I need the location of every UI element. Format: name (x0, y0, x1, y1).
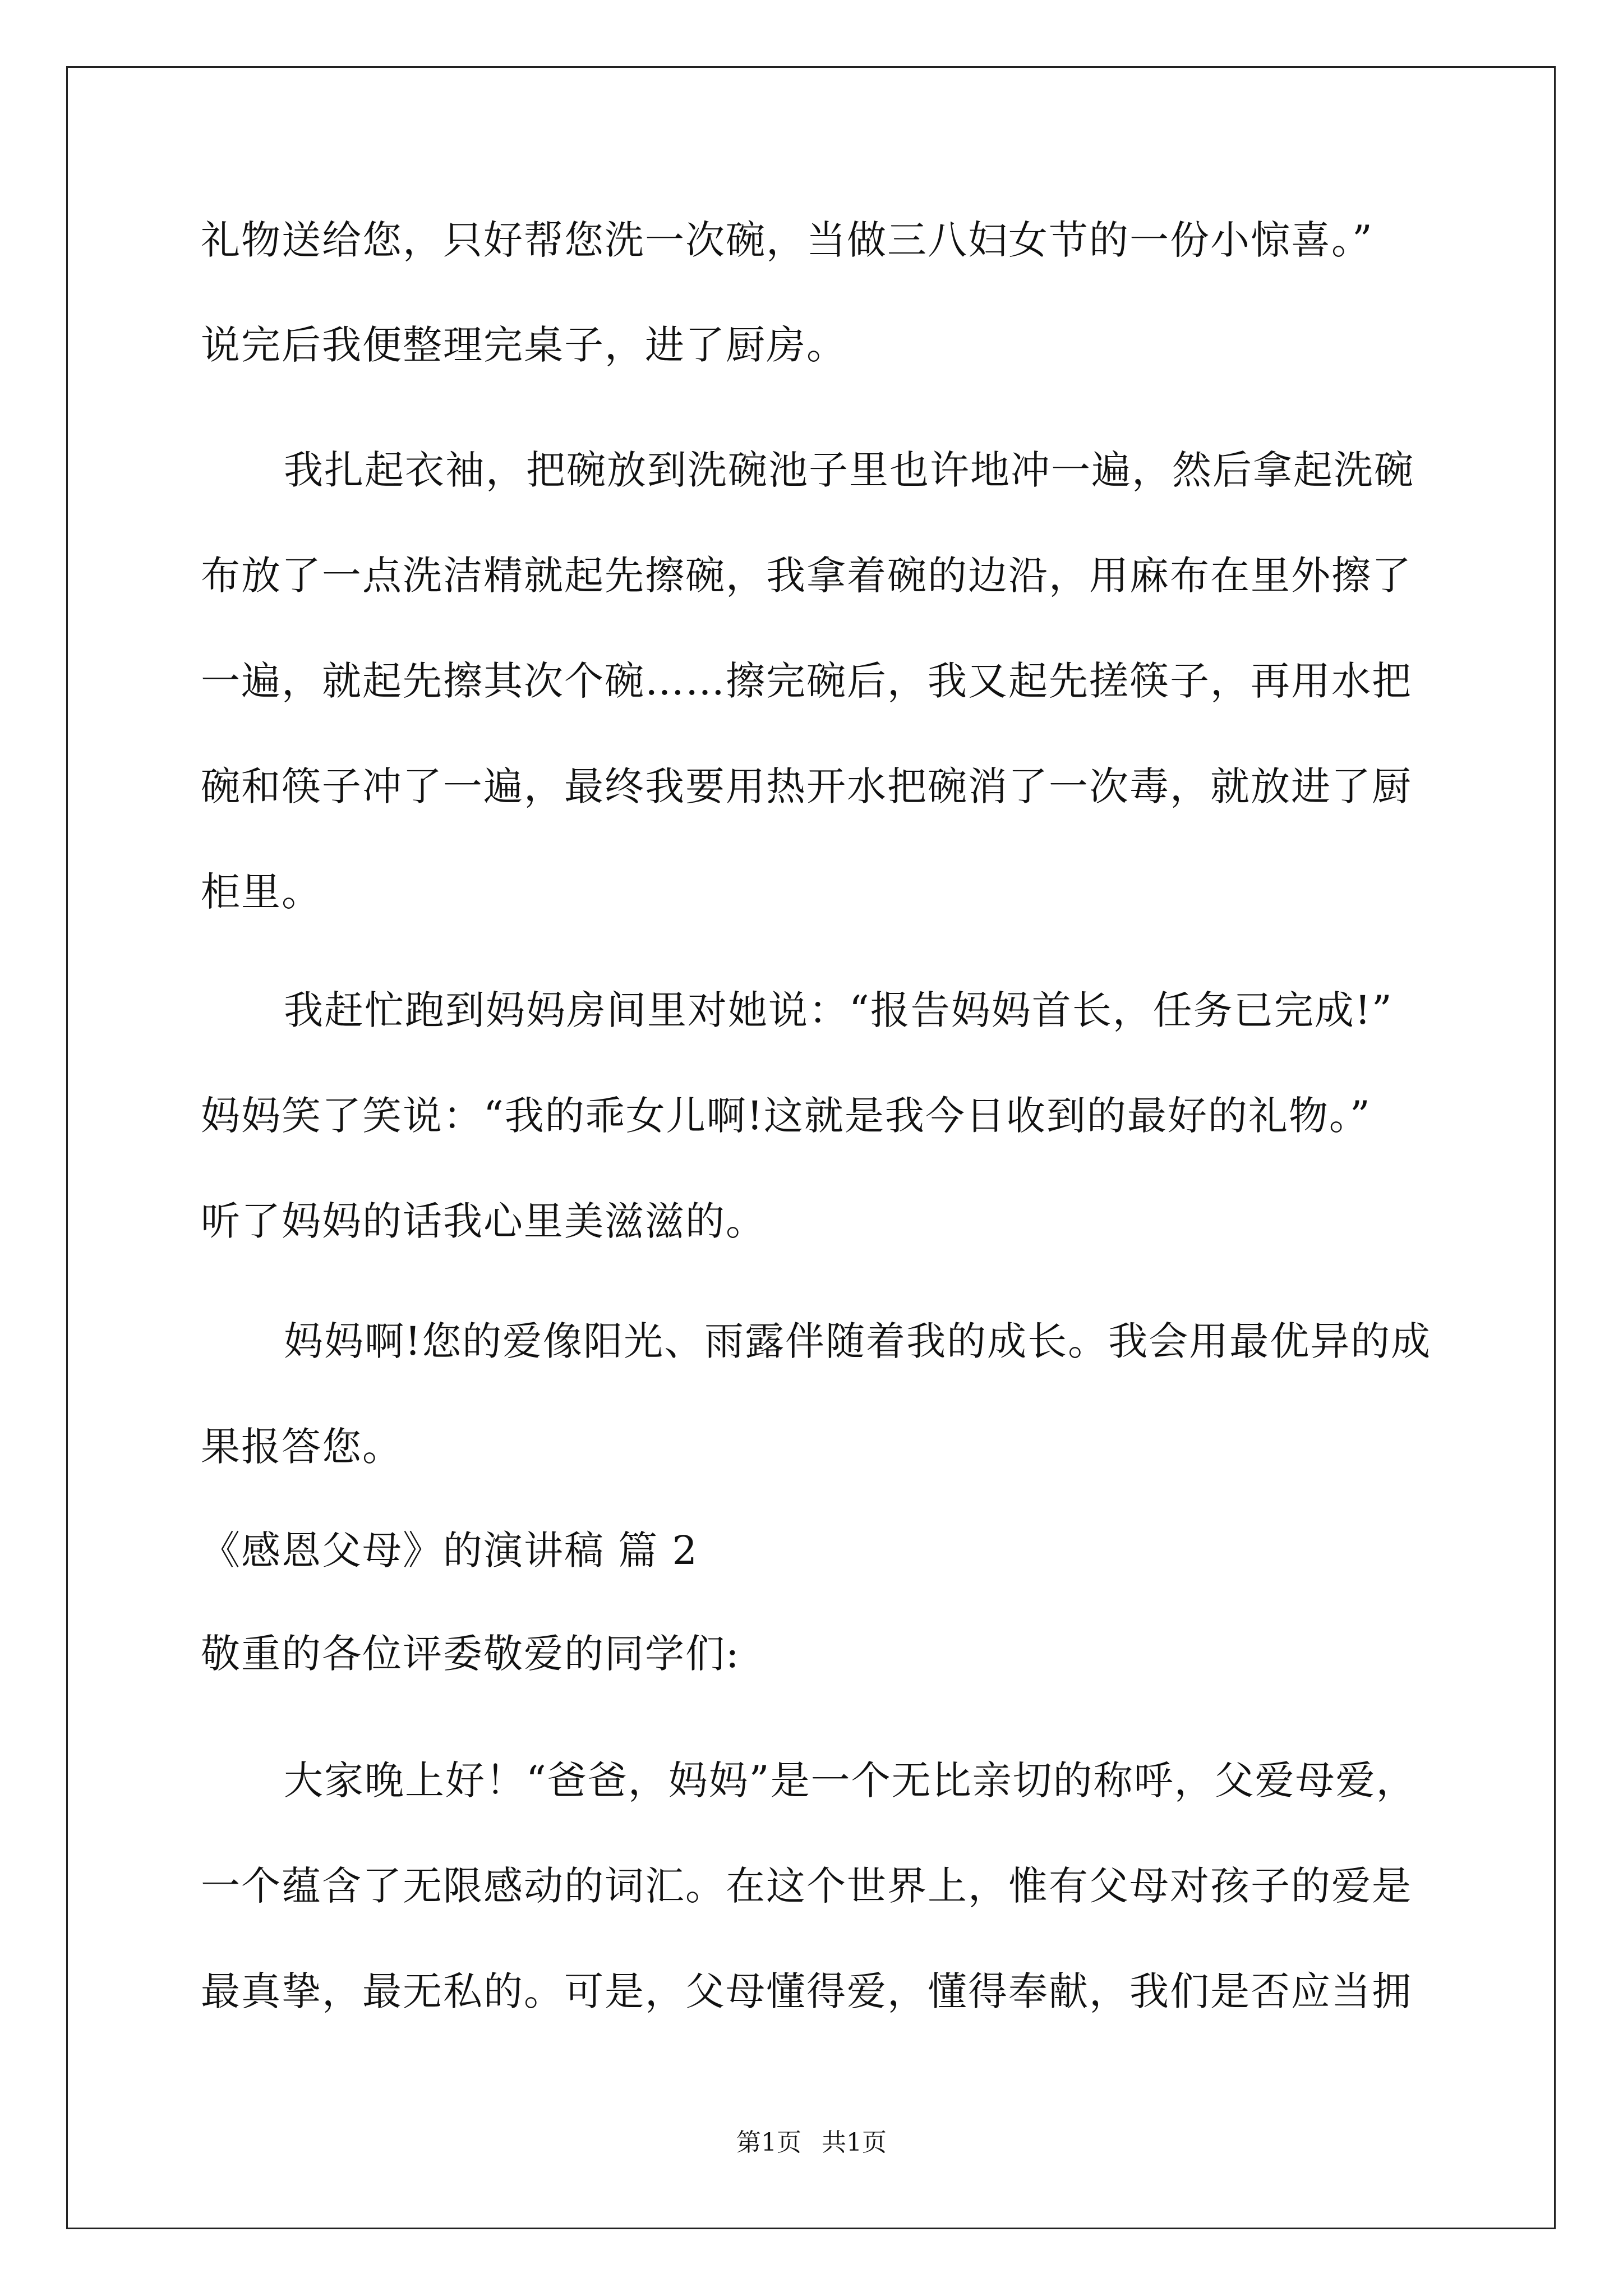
text-line: 听了妈妈的话我心里美滋滋的。 (201, 1198, 766, 1244)
text-line: 最真挚，最无私的。可是，父母懂得爱，懂得奉献，我们是否应当拥 (201, 1968, 1412, 2014)
salutation: 敬重的各位评委敬爱的同学们: (201, 1631, 740, 1677)
text-line: 果报答您。 (201, 1424, 403, 1470)
page-footer (0, 2126, 1623, 2160)
text-line: 礼物送给您，只好帮您洗一次碗，当做三八妇女节的一份小惊喜。” (201, 217, 1373, 263)
paragraph-start: 我赶忙跑到妈妈房间里对她说：“报告妈妈首长，任务已完成!” (284, 987, 1393, 1033)
page-total: 共1页 (822, 2128, 887, 2157)
text-line: 说完后我便整理完桌子，进了厨房。 (201, 322, 847, 368)
text-line: 碗和筷子冲了一遍，最终我要用热开水把碗消了一次毒，就放进了厨 (201, 763, 1412, 809)
paragraph-start: 我扎起衣袖，把碗放到洗碗池子里也许地冲一遍，然后拿起洗碗 (284, 447, 1414, 493)
text-line: 柜里。 (201, 869, 322, 915)
text-line: 布放了一点洗洁精就起先擦碗，我拿着碗的边沿，用麻布在里外擦了 (201, 553, 1412, 599)
section-heading: 《感恩父母》的演讲稿 篇 2 (201, 1527, 699, 1573)
text-line: 妈妈笑了笑说：“我的乖女儿啊!这就是我今日收到的最好的礼物。” (201, 1093, 1371, 1139)
paragraph-start: 妈妈啊!您的爱像阳光、雨露伴随着我的成长。我会用最优异的成 (284, 1318, 1432, 1364)
text-line: 一遍，就起先擦其次个碗……擦完碗后，我又起先搓筷子，再用水把 (201, 658, 1412, 704)
paragraph-start: 大家晚上好！“爸爸，妈妈”是一个无比亲切的称呼，父爱母爱， (284, 1757, 1417, 1803)
text-line: 一个蕴含了无限感动的词汇。在这个世界上，惟有父母对孩子的爱是 (201, 1863, 1412, 1909)
page-number: 第1页 (736, 2128, 801, 2157)
